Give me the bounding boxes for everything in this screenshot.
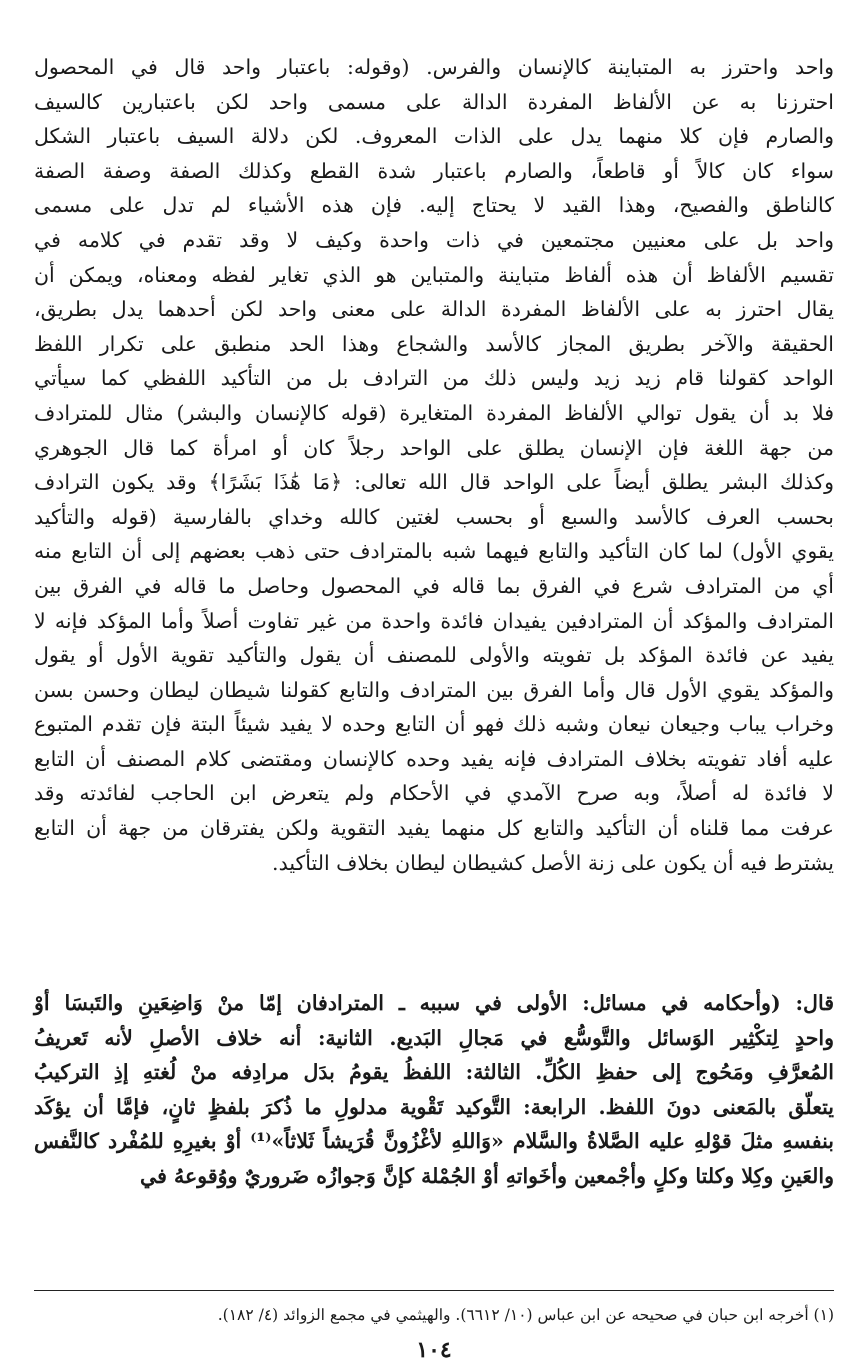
matn-line: يتعلّق بالمَعنى دونَ اللفظ. الرابعة: التَّوكيد تَقْوية مدلولِ ما ذُكرَ بلفظٍ ثانٍ، فإمَّا أن يؤكَد <box>34 1094 834 1119</box>
matn-block <box>34 985 834 1193</box>
matn-line: والعَينِ وكِلا وكلتا وكلٍ وأجْمعين وأخَواتهِ أوْ الجُمْلة كإنَّ وَجوازُه ضَروريٌ ووُقوعهُ في <box>140 1163 834 1188</box>
commentary-line: تقسيم الألفاظ أن هذه ألفاظ متباينة والمتباين هو الذي تغاير لفظه ومعناه، ويمكن أن <box>34 262 834 287</box>
commentary-line: يشترط فيه أن يكون على زنة الأصل كشيطان ليطان بخلاف التأكيد. <box>272 850 834 875</box>
commentary-line: واحد بل على معنيين مجتمعين في ذات واحدة وكيف لا وقد تقدم في كلامه في <box>34 227 834 252</box>
matn-line: بنفسهِ مثلَ قوْلهِ عليه الصَّلاةُ والسَّلام «وَاللهِ لأغْزُونَّ قُرَيشاً ثَلاثاً»⁽¹⁾ أوْ بغيرِهِ للمُفْرد كالنَّفس <box>34 1129 834 1154</box>
footnote: (١) أخرجه ابن حبان في صحيحه عن ابن عباس (١٠/ ٦٦١٢). والهيثمي في مجمع الزوائد (٤/ ١٨٢). <box>217 1306 834 1324</box>
commentary-line: المترادف والمؤكد أن المترادفين يفيدان فائدة واحدة من غير تفاوت أصلاً وأما المؤكد فإنه لا <box>34 608 834 633</box>
commentary-line: والصارم فإن كلا منهما يدل على الذات المعروف. لكن دلالة السيف باعتبار الشكل <box>34 124 834 149</box>
commentary-line: احترزنا به عن الألفاظ المفردة الدالة على مسمى واحد لكن باعتبارين كالسيف <box>34 89 834 114</box>
commentary-line: أي من المترادف شرع في الفرق بما قاله في المحصول وحاصل ما قاله في الفرق بين <box>34 573 834 598</box>
commentary-line: فلا بد أن يقول توالي الألفاظ المفردة المتغايرة (قوله كالإنسان والبشر) مثال للمترادف <box>34 400 834 425</box>
commentary-line: بحسب العرف كالأسد والسبع أو بحسب لغتين كالله وخداي بالفارسية (قوله والتأكيد <box>34 504 834 529</box>
page-number: ١٠٤ <box>416 1337 452 1363</box>
commentary-line: يفيد عن فائدة المؤكد بل تفويته والأولى للمصنف أن يقول والتأكيد تقوية الأول أو يقول <box>34 643 834 668</box>
commentary-line: يقال احترز به على الألفاظ المفردة الدالة على معنى واحد لكن أحدهما يدل بطريق، <box>34 297 834 322</box>
commentary-line: سواء كان كالاً أو قاطعاً، والصارم باعتبار شدة القطع وكذلك الصفة وصفة الصفة <box>34 158 834 183</box>
commentary-line: من جهة اللغة فإن الإنسان يطلق على الواحد رجلاً كان أو امرأة كما قال الجوهري <box>34 435 834 460</box>
commentary-line: عليه أفاد تفويته بخلاف المترادف فإنه يفيد وحده كالإنسان ومقتضى كلام المصنف أن التابع <box>34 746 834 771</box>
commentary-line: والمؤكد يقوي الأول قال وأما الفرق بين المترادف والتابع كقولنا شيطان ليطان وحسن بسن <box>34 677 834 702</box>
commentary-line: كالناطق والفصيح، وهذا القيد لا يحتاج إليه. فإن هذه الأشياء لم تدل على مسمى <box>34 193 834 218</box>
commentary-line: لا فائدة له أصلاً، وبه صرح الآمدي في الأحكام ولم يتعرض ابن الحاجب لفائدته وقد <box>34 781 834 806</box>
commentary-line: عرفت مما قلناه أن التأكيد والتابع كل منهما يفيد التقوية ولكن يفترقان من جهة أن التابع <box>34 816 834 841</box>
matn-line: قال: (وأحكامه في مسائل: الأولى في سببه ـ المترادفان إمّا منْ وَاضِعَينِ والتَبسَا أوْ <box>34 991 834 1015</box>
commentary-block <box>34 50 834 880</box>
commentary-line: وكذلك البشر يطلق أيضاً على الواحد قال الله تعالى: ﴿مَا هَٰذَا بَشَرًا﴾ وقد يكون الترادف <box>34 470 834 495</box>
footnote-separator <box>34 1290 834 1291</box>
commentary-line: وخراب يباب وجيعان نيعان وشبه ذلك فهو أن التابع وحده لا يفيد شيئاً البتة فإن تقدم المتبوع <box>34 712 834 737</box>
matn-line: المُعرَّفِ ومَحُوج إلى حفظِ الكُلِّ. الثالثة: اللفظُ يقومُ بدَل مرادِفه منْ لُغتهِ إذِ التركيبُ <box>34 1060 834 1085</box>
commentary-line: يقوي الأول) لما كان التأكيد والتابع فيهما شبه بالمترادف حتى ذهب بعضهم إلى أن التابع منه <box>34 539 834 564</box>
commentary-line: الواحد كقولنا قام زيد زيد وليس ذلك من الترادف بل من التأكيد اللفظي كما سيأتي <box>34 366 834 391</box>
commentary-line: الحقيقة والآخر بطريق المجاز كالأسد والشجاع وهذا الحد منطبق على تكرار اللفظ <box>34 331 834 356</box>
commentary-line: واحد واحترز به المتباينة كالإنسان والفرس. (وقوله: باعتبار واحد قال في المحصول <box>34 55 834 79</box>
matn-line: واحدٍ لِتكْثِير الوَسائل والتَّوسُّع في مَجالِ البَديع. الثانية: أنه خلاف الأصلِ لأنه تَعريفُ <box>34 1025 834 1050</box>
